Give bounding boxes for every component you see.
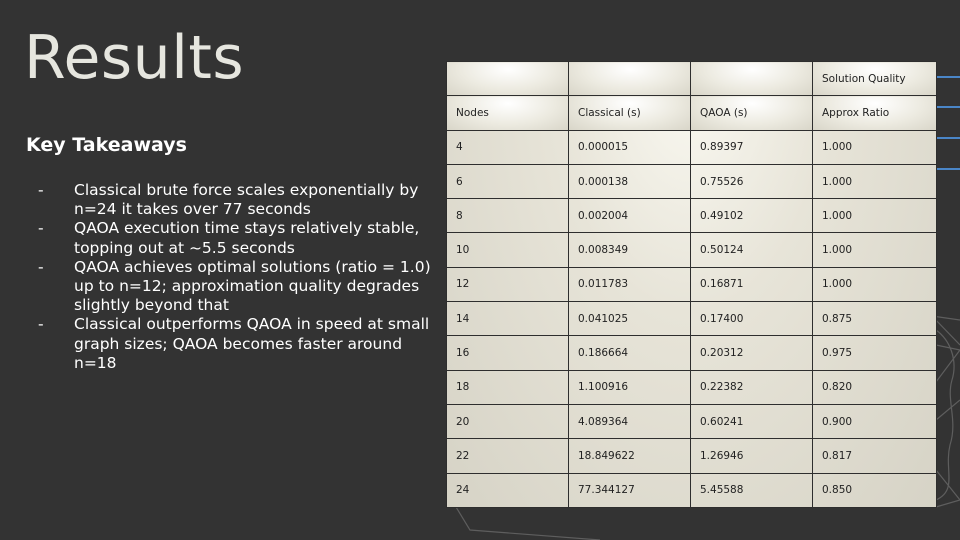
table-cell: 0.011783 xyxy=(569,267,691,301)
table-cell: 0.041025 xyxy=(569,302,691,336)
table-cell: 12 xyxy=(447,267,569,301)
bullet-marker: - xyxy=(38,219,44,238)
table-cell: 1.000 xyxy=(813,130,937,164)
table-cell: 1.000 xyxy=(813,267,937,301)
table-cell: 0.16871 xyxy=(691,267,813,301)
table-cell: 1.26946 xyxy=(691,439,813,473)
results-table xyxy=(446,61,937,508)
table-row xyxy=(447,233,937,267)
table-cell: 0.17400 xyxy=(691,302,813,336)
table-cell: 0.875 xyxy=(813,302,937,336)
bullet-item xyxy=(38,219,438,257)
table-cell: 77.344127 xyxy=(569,473,691,507)
table-row xyxy=(447,267,937,301)
table-row xyxy=(447,370,937,404)
table-cell: 10 xyxy=(447,233,569,267)
bullet-item xyxy=(38,181,438,219)
table-cell: 0.75526 xyxy=(691,164,813,198)
table-cell: 1.100916 xyxy=(569,370,691,404)
page-title: Results xyxy=(24,23,245,93)
table-cell: 0.008349 xyxy=(569,233,691,267)
table-row xyxy=(447,404,937,438)
table-cell: 6 xyxy=(447,164,569,198)
bullet-list xyxy=(38,181,438,373)
table-cell: 0.186664 xyxy=(569,336,691,370)
bullet-marker: - xyxy=(38,315,44,334)
table-row xyxy=(447,130,937,164)
accent-lines xyxy=(936,77,960,169)
bullet-item xyxy=(38,315,438,373)
group-header-cell xyxy=(691,62,813,96)
table-cell: 0.900 xyxy=(813,404,937,438)
bullet-marker: - xyxy=(38,257,44,276)
table-cell: 8 xyxy=(447,199,569,233)
table-cell: 0.60241 xyxy=(691,404,813,438)
bullet-item xyxy=(38,258,438,316)
bullet-text: QAOA achieves optimal solutions (ratio = 1.0) up to n=12; approximation quality degrades slightly beyond that xyxy=(74,257,431,315)
table-cell: 0.850 xyxy=(813,473,937,507)
table-group-header-row xyxy=(447,62,937,96)
table-cell: 0.20312 xyxy=(691,336,813,370)
table-cell: 0.000015 xyxy=(569,130,691,164)
column-header-classical: Classical (s) xyxy=(569,96,691,130)
table-cell: 1.000 xyxy=(813,164,937,198)
table-cell: 5.45588 xyxy=(691,473,813,507)
table-row xyxy=(447,336,937,370)
table-cell: 0.49102 xyxy=(691,199,813,233)
group-header-cell xyxy=(447,62,569,96)
table-cell: 14 xyxy=(447,302,569,336)
table-cell: 16 xyxy=(447,336,569,370)
table-cell: 22 xyxy=(447,439,569,473)
results-table-container xyxy=(446,61,936,507)
outline-shape xyxy=(936,330,954,500)
table-cell: 0.817 xyxy=(813,439,937,473)
table-cell: 1.000 xyxy=(813,233,937,267)
table-cell: 18.849622 xyxy=(569,439,691,473)
table-cell: 4.089364 xyxy=(569,404,691,438)
column-header-nodes: Nodes xyxy=(447,96,569,130)
table-cell: 0.22382 xyxy=(691,370,813,404)
table-cell: 18 xyxy=(447,370,569,404)
table-row xyxy=(447,439,937,473)
column-header-qaoa: QAOA (s) xyxy=(691,96,813,130)
table-cell: 0.975 xyxy=(813,336,937,370)
bullet-text: Classical outperforms QAOA in speed at small graph sizes; QAOA becomes faster around n=18 xyxy=(74,315,430,372)
table-cell: 0.000138 xyxy=(569,164,691,198)
table-cell: 20 xyxy=(447,404,569,438)
bullet-text: QAOA execution time stays relatively stable, topping out at ~5.5 seconds xyxy=(74,219,420,257)
bullet-text: Classical brute force scales exponentially by n=24 it takes over 77 seconds xyxy=(74,181,419,219)
table-cell: 24 xyxy=(447,473,569,507)
table-cell: 1.000 xyxy=(813,199,937,233)
table-cell: 0.820 xyxy=(813,370,937,404)
column-header-approx-ratio: Approx Ratio xyxy=(813,96,937,130)
table-cell: 0.002004 xyxy=(569,199,691,233)
table-header-row xyxy=(447,96,937,130)
group-header-cell xyxy=(569,62,691,96)
table-cell: 4 xyxy=(447,130,569,164)
table-row xyxy=(447,164,937,198)
section-heading: Key Takeaways xyxy=(26,134,187,156)
table-cell: 0.89397 xyxy=(691,130,813,164)
bullet-marker: - xyxy=(38,181,44,199)
table-row xyxy=(447,302,937,336)
table-cell: 0.50124 xyxy=(691,233,813,267)
group-header-solution-quality: Solution Quality xyxy=(813,62,937,96)
table-row xyxy=(447,199,937,233)
table-row xyxy=(447,473,937,507)
